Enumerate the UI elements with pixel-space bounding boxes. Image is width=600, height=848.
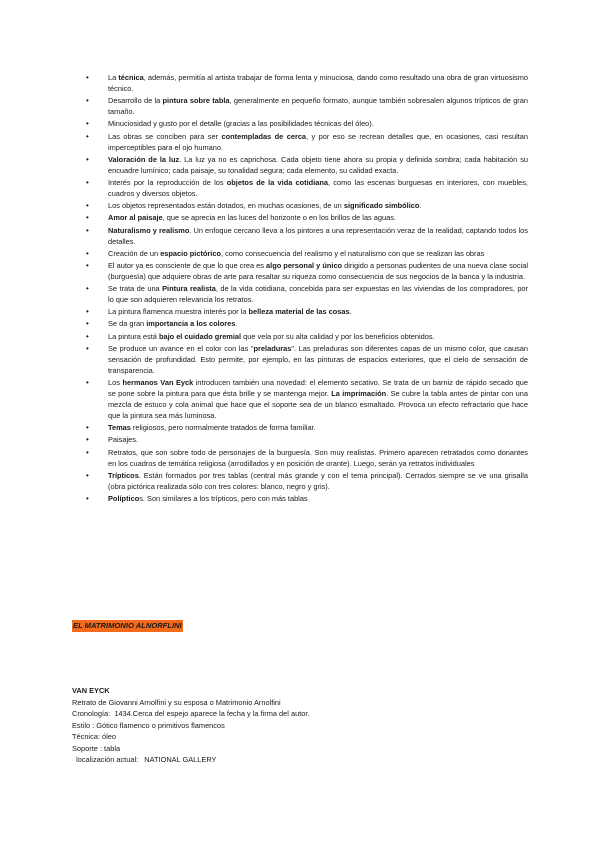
text-run: Creación de un: [108, 248, 161, 258]
bold-phrase: hermanos Van Eyck: [122, 378, 194, 387]
list-item: [86, 118, 528, 129]
list-item: [86, 493, 528, 504]
list-item: [86, 422, 528, 433]
text-run: Los: [108, 378, 123, 387]
list-item: [86, 447, 528, 469]
artwork-style-line: Estilo : Gótico flamenco o primitivos flamencos: [72, 720, 225, 730]
text-run: , generalmente en pequeño formato, aunque también sobresalen algunos trípticos de gran tamaño.: [108, 96, 528, 117]
list-item: [86, 212, 528, 223]
text-run: . Están formados por tres tablas (central más grande y con el tema principal). Cerrados siempre se ve una grisalla (obra pictórica realizada sólo con tres colores: blanco, negro y gris).: [108, 470, 528, 491]
list-item: [86, 248, 528, 259]
text-run: , además, permitía al artista trabajar de forma lenta y minuciosa, dando como resultado una obra de gran virtuosismo técnico.: [108, 73, 528, 93]
characteristics-list: [86, 72, 528, 505]
artwork-author: VAN EYCK: [72, 686, 110, 695]
text-run: Los objetos representados están dotados, en muchas ocasiones, de un: [108, 201, 344, 211]
artwork-technique-line: Técnica: óleo: [72, 732, 116, 741]
bold-phrase: belleza material de las cosas: [248, 307, 350, 317]
bold-phrase: Valoración de la luz: [108, 154, 180, 164]
list-item: [86, 154, 528, 176]
section-heading: EL MATRIMONIO ALNORFLINI: [73, 621, 182, 630]
list-item: [86, 318, 528, 329]
bold-phrase: Naturalismo y realismo: [108, 225, 190, 235]
text-run: . La luz ya no es caprichosa. Cada objeto tiene ahora su propia y definida sombra; cada habitación su encuadre lumínico; cada paisaje, su tonalidad segura; cada elemento, su calidad exacta.: [108, 154, 529, 175]
artwork-location-line: localización actual: NATIONAL GALLERY: [72, 755, 217, 764]
text-run: La: [108, 73, 119, 82]
bold-phrase: importancia a los colores: [146, 319, 236, 329]
artwork-support-line: Soporte : tabla: [72, 743, 121, 753]
text-run: .: [419, 201, 422, 211]
list-item: [86, 131, 528, 153]
list-item: [86, 343, 528, 376]
list-item: [86, 225, 528, 247]
text-run: , que se aprecia en las luces del horizonte o en los brillos de las aguas.: [162, 213, 396, 223]
bold-phrase: bajo el cuidado gremial: [158, 331, 242, 341]
list-item: [86, 72, 528, 94]
text-run: religiosos, pero normalmente tratados de forma familiar.: [130, 423, 316, 433]
bold-phrase: La imprimación: [331, 389, 387, 398]
text-run: dirigido a personas pudientes de una nueva clase social (burguesía) que adquiere obras de arte para resaltar su riqueza como consecuencia de sus negocios de la banca y la industria.: [108, 260, 528, 281]
artwork-title-line: Retrato de Giovanni Arnolfini y su esposa o Matrimonio Arnolfini: [72, 697, 281, 707]
bold-phrase: espacio pictórico: [160, 248, 221, 258]
list-item: [86, 306, 528, 317]
text-run: Interés por la reproducción de los: [108, 177, 227, 187]
text-run: . Un enfoque cercano lleva a los pintores a una representación veraz de la realidad, captando todos los detalles.: [108, 225, 528, 246]
bold-phrase: Políptico: [108, 493, 140, 503]
list-item: [86, 283, 528, 305]
text-run: ". Las preladuras son diferentes capas de un mismo color, que causan sensación de profundidad. Esto permite, por ejemplo, en las pinturas de espacios exteriores, que el cielo de sensación de transparencia.: [108, 343, 528, 375]
text-run: s. Son similares a los trípticos, pero con más tablas: [139, 493, 308, 503]
bold-phrase: Temas: [108, 423, 131, 433]
text-run: Se produce un avance en el color con las ": [108, 343, 254, 353]
bold-phrase: Pintura realista: [162, 284, 216, 294]
text-run: que vela por su alta calidad y por los beneficios obtenidos.: [241, 331, 435, 341]
text-run: introducen también una novedad: el elemento secativo. Se trata de un barniz de rápido secado que se pone sobre la pintura para que ésta brille y se mantenga mejor.: [108, 378, 528, 398]
bold-phrase: contempladas de cerca: [221, 131, 307, 141]
text-run: El autor ya es consciente de que lo que crea es: [108, 260, 267, 270]
list-item: [86, 95, 528, 117]
bold-phrase: Trípticos: [108, 470, 139, 480]
list-item: [86, 260, 528, 282]
list-item: [86, 331, 528, 342]
bold-phrase: significado simbólico: [343, 201, 420, 211]
bold-phrase: algo personal y único: [266, 260, 343, 270]
text-run: La pintura flamenca muestra interés por la: [108, 307, 249, 317]
text-run: , de la vida cotidiana, concebida para ser expuestas en las viviendas de los compradores, por lo que son adquieren relevancia los retratos.: [108, 284, 529, 305]
list-item: [86, 434, 528, 445]
bold-phrase: Amor al paisaje: [108, 213, 163, 223]
text-run: Se da gran: [108, 319, 147, 329]
text-run: , como las escenas burguesas en interiores, con muebles, cuadros y diversos objetos.: [108, 177, 528, 198]
artwork-info: [72, 685, 512, 766]
text-run: .: [349, 307, 352, 317]
text-run: Retratos, que son sobre todo de personajes de la burguesía. Son muy realistas. Primero aparecen retratados como donantes en los cuadros de temática religiosa (arrodillados y en posición de orante). Luego, serán ya retratos individuales: [108, 447, 528, 468]
text-run: Las obras se conciben para ser: [108, 131, 222, 141]
bold-phrase: objetos de la vida cotidiana: [226, 177, 328, 187]
text-run: Desarrollo de la: [108, 96, 163, 106]
text-run: Minuciosidad y gusto por el detalle (gracias a las posibilidades técnicas del óleo).: [108, 119, 374, 129]
text-run: .: [235, 319, 238, 329]
text-run: . Se cubre la tabla antes de pintar con una mezcla de estuco y cola animal que hace que el soporte sea de un blanco esmaltado. Provoca un efecto refractario que hace que la pintura sea más luminosa.: [108, 389, 529, 420]
bold-phrase: pintura sobre tabla: [162, 96, 230, 106]
bold-phrase: técnica: [118, 73, 144, 82]
artwork-chronology-line: Cronología: 1434.Cerca del espejo aparece la fecha y la firma del autor.: [72, 709, 310, 718]
list-item: [86, 470, 528, 492]
text-run: La pintura está: [108, 331, 159, 341]
list-item: [86, 177, 528, 199]
bold-phrase: preladuras: [253, 343, 292, 353]
list-item: [86, 200, 528, 211]
text-run: , como consecuencia del realismo y el naturalismo con que se realizan las obras: [220, 248, 485, 258]
list-item: [86, 377, 528, 421]
text-run: Paisajes.: [108, 435, 138, 445]
text-run: , y por eso se recrean detalles que, en ocasiones, casi resultan imperceptibles para el ojo humano.: [108, 131, 528, 152]
text-run: Se trata de una: [108, 284, 163, 294]
